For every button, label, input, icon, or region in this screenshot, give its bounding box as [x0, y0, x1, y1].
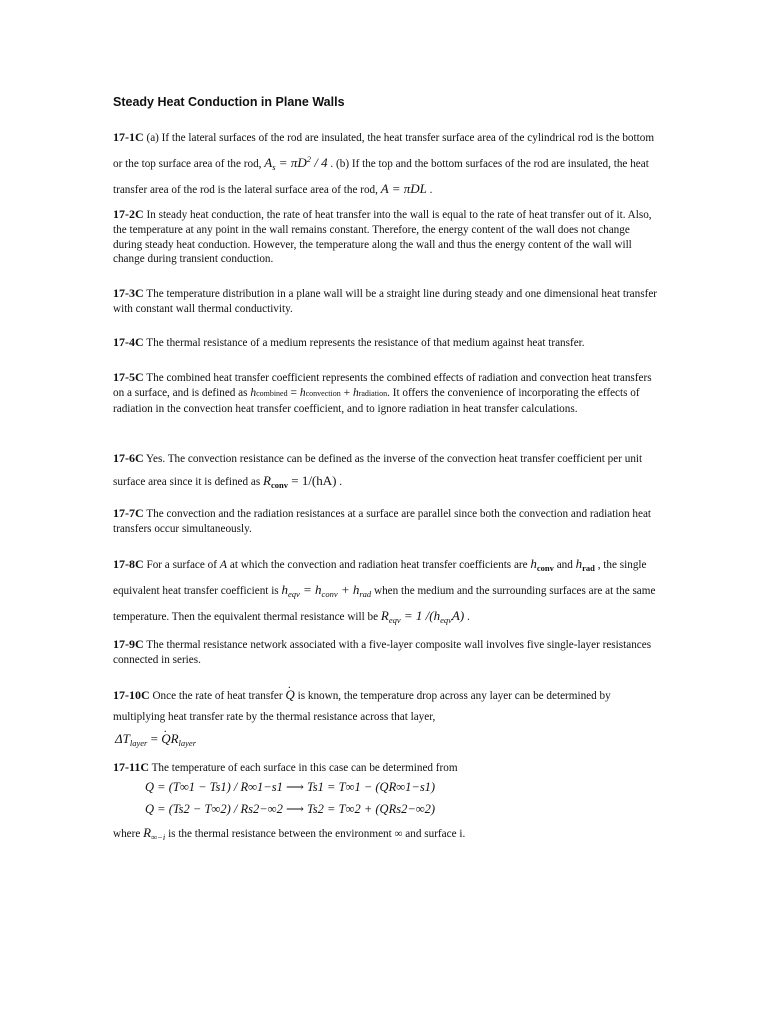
temperature-drop-equation: $\Delta T_{layer}$ = · $QR_{layer}$ [115, 731, 196, 746]
hconv-symbol: $h_{conv}$ [530, 556, 554, 573]
problem-number: 17-7C [113, 506, 144, 520]
problem-number: 17-1C [113, 130, 144, 144]
problem-number: 17-8C [113, 557, 144, 571]
problem-17-4c: 17-4C The thermal resistance of a medium represents the resistance of that medium against heat transfer. [113, 335, 585, 349]
surface-temperature-equation-1: Q = (T∞1 − Ts1) / R∞1−s1 ⟶ Ts1 = T∞1 − (QR∞1−s1) [145, 780, 436, 794]
convection-resistance-equation: $R_{conv} = 1/(hA)$ [263, 473, 337, 490]
problem-17-2c: 17-2C In steady heat conduction, the rate of heat transfer into the wall is equal to the rate of heat transfer out of it. Also, the temperature at any point in the wall remains constant. Therefore, the energy content of the wall does not change during steady heat conduction. However, the temperature along the wall and thus the energy content of the wall will change during transient conduction. [113, 207, 652, 266]
problem-number: 17-6C [113, 451, 144, 465]
where-clause: where $R_{\infty-i}$ is the thermal resistance between the environment ∞ and surface i. [113, 825, 466, 842]
area-equation: $A_s = \pi D^2 / 4$ [264, 154, 328, 172]
problem-number: 17-3C [113, 286, 144, 300]
problem-17-8c: 17-8C For a surface of A at which the convection and radiation heat transfer coefficients are $h_{conv}$ and $h_{rad}$ , the single equivalent heat transfer coefficient is $h_{eqv} = h_{conv} + h_{rad}$ when the medium and the surrounding surfaces are at the same temperature. Then the equivalent thermal resistance will be $R_{eqv} = 1$ $/(h_{eqv}A)$ . [113, 556, 656, 625]
problem-17-9c: 17-9C The thermal resistance network associated with a five-layer composite wall involves five single-layer resistances connected in series. [113, 637, 652, 666]
problem-number: 17-4C [113, 335, 144, 349]
heat-rate-symbol: · Q [285, 684, 294, 705]
problem-number: 17-11C [113, 760, 149, 774]
problem-17-7c: 17-7C The convection and the radiation resistances at a surface are parallel since both the convection and radiation heat transfers occur simultaneously. [113, 506, 652, 535]
problem-17-10c: 17-10C Once the rate of heat transfer · Q is known, the temperature drop across any layer can be determined by multiplying heat transfer rate by the thermal resistance across that layer, $\Delta T_{layer}$ = · $QR_{layer}$ [113, 684, 658, 754]
combined-coefficient-equation: hcombined = hconvection + hradiation [250, 386, 388, 399]
equivalent-coefficient-equation: $h_{eqv} = h_{conv} + h_{rad}$ [281, 582, 372, 599]
section-title: Steady Heat Conduction in Plane Walls [113, 95, 345, 109]
problem-number: 17-2C [113, 207, 144, 221]
problem-17-11c: 17-11C The temperature of each surface in this case can be determined from [113, 760, 458, 774]
lateral-area-equation: A = πDL [380, 181, 427, 196]
problem-17-5c: 17-5C The combined heat transfer coefficient represents the combined effects of radiation and convection heat transfers on a surface, and is defined as hcombined = hconvection + hradiation. It offers the convenience of incorporating the effects of radiation in the convection heat transfer coefficient, and to ignore radiation in heat transfer calculations. [113, 370, 652, 415]
problem-17-6c: 17-6C Yes. The convection resistance can be defined as the inverse of the convection heat transfer coefficient per unit surface area since it is defined as $R_{conv} = 1/(hA)$ . [113, 451, 643, 490]
problem-number: 17-9C [113, 637, 144, 651]
hrad-symbol: $h_{rad}$ [575, 556, 595, 573]
resistance-symbol: $R_{\infty-i}$ [143, 825, 166, 842]
problem-number: 17-10C [113, 688, 150, 702]
problem-17-1c: 17-1C (a) If the lateral surfaces of the rod are insulated, the heat transfer surface area of the cylindrical rod is the bottom or the top surface area of the rod, $A_s = \pi D^2 / 4$ . (b) If the top and the bottom surfaces of the rod are insulated, the heat transfer area of the rod is the lateral surface area of the rod, A = πDL . [113, 130, 655, 196]
equivalent-resistance-equation: $R_{eqv} = 1$ $/(h_{eqv}A)$ [380, 608, 465, 625]
surface-temperature-equation-2: Q = (Ts2 − T∞2) / Rs2−∞2 ⟶ Ts2 = T∞2 + (QRs2−∞2) [145, 802, 436, 816]
problem-17-3c: 17-3C The temperature distribution in a plane wall will be a straight line during steady and one dimensional heat transfer with constant wall thermal conductivity. [113, 286, 658, 315]
problem-number: 17-5C [113, 370, 144, 384]
